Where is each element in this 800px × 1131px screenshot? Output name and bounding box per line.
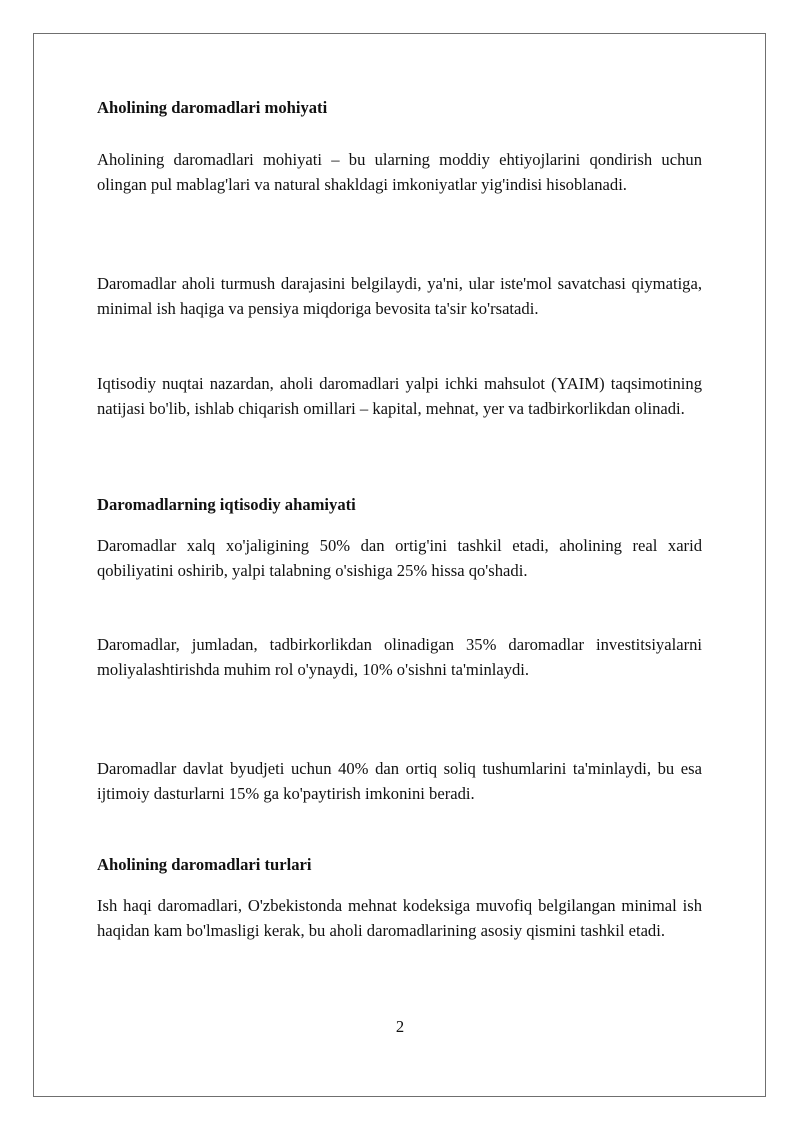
paragraph-2-1: Daromadlar xalq xo'jaligining 50% dan ortig'ini tashkil etadi, aholining real xarid qobiliyatini oshirib, yalpi talabning o'sishiga 25% hissa qo'shadi.	[97, 536, 702, 580]
paragraph-3-1: Ish haqi daromadlari, O'zbekistonda mehnat kodeksiga muvofiq belgilangan minimal ish haqidan kam bo'lmasligi kerak, bu aholi daromadlarining asosiy qismini tashkil etadi.	[97, 896, 702, 940]
section-heading-2: Daromadlarning iqtisodiy ahamiyati	[97, 495, 356, 514]
paragraph-1-1: Aholining daromadlari mohiyati – bu ularning moddiy ehtiyojlarini qondirish uchun olingan pul mablag'lari va natural shakldagi imkoniyatlar yig'indisi hisoblanadi.	[97, 150, 702, 194]
paragraph-2-2: Daromadlar, jumladan, tadbirkorlikdan olinadigan 35% daromadlar investitsiyalarni moliyalashtirishda muhim rol o'ynaydi, 10% o'sishni ta'minlaydi.	[97, 635, 702, 679]
paragraph-1-3: Iqtisodiy nuqtai nazardan, aholi daromadlari yalpi ichki mahsulot (YAIM) taqsimotining natijasi bo'lib, ishlab chiqarish omillari – kapital, mehnat, yer va tadbirkorlikdan olinadi.	[97, 374, 702, 418]
section-heading-3: Aholining daromadlari turlari	[97, 855, 312, 874]
page-number: 2	[395, 1017, 405, 1036]
paragraph-1-2: Daromadlar aholi turmush darajasini belgilaydi, ya'ni, ular iste'mol savatchasi qiymatiga, minimal ish haqiga va pensiya miqdoriga bevosita ta'sir ko'rsatadi.	[97, 274, 702, 318]
paragraph-2-3: Daromadlar davlat byudjeti uchun 40% dan ortiq soliq tushumlarini ta'minlaydi, bu esa ijtimoiy dasturlarni 15% ga ko'paytirish imkonini beradi.	[97, 759, 702, 803]
section-heading-1: Aholining daromadlari mohiyati	[97, 98, 328, 117]
